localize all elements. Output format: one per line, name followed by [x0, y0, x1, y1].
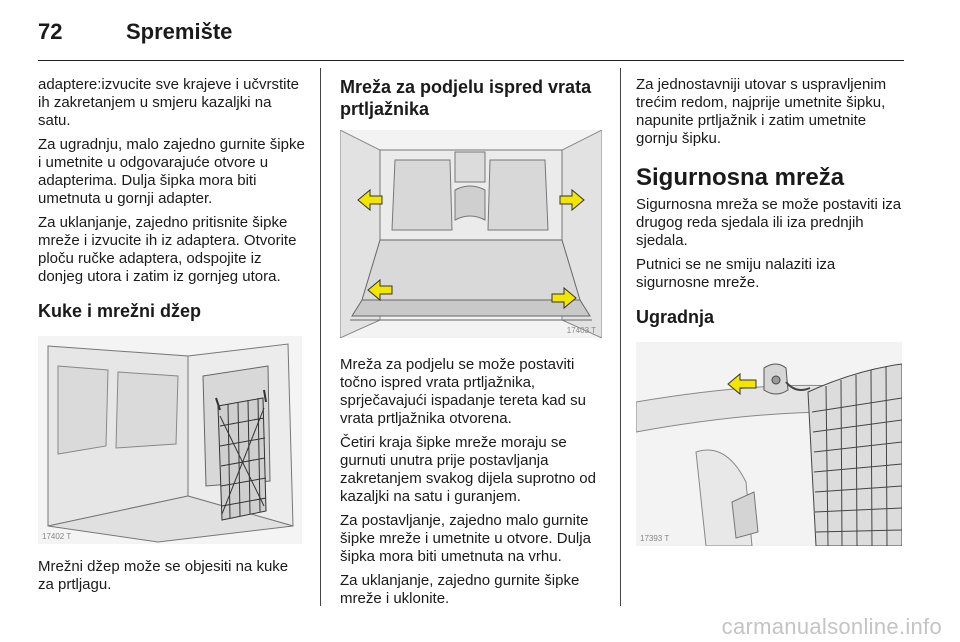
paragraph: Četiri kraja šipke mreže moraju se gurnuti unutra prije postavljanja zakretanjem svakog dijela suprotno od kazaljki na satu i guranjem.	[340, 434, 596, 505]
figure-partition-net	[340, 130, 602, 338]
page-header	[38, 16, 904, 52]
paragraph: Putnici se ne smiju nalaziti iza sigurnosne mreže.	[636, 256, 836, 291]
column-1	[38, 76, 306, 600]
section-heading-partition-net: Mreža za podjelu ispred vrata prtljažnika	[340, 77, 592, 119]
paragraph: Mreža za podjelu se može postaviti točno ispred vrata prtljažnika, sprječavajući ispadanje tereta kad su vrata prtljažnika otvorena.	[340, 356, 586, 427]
figure-code: 17403 T	[566, 326, 596, 335]
section-heading-hooks: Kuke i mrežni džep	[38, 301, 202, 321]
figure-code: 17402 T	[42, 532, 72, 541]
paragraph: Za jednostavniji utovar s uspravljenim trećim redom, najprije umetnite šipku, napunite prtljažnik i zatim umetnite gornju šipku.	[636, 76, 887, 147]
column-divider-right	[620, 68, 621, 606]
safety-net-illustration	[636, 342, 902, 546]
page-title: Spremište	[126, 19, 233, 44]
section-heading-safety-net: Sigurnosna mreža	[636, 164, 845, 191]
column-3	[636, 76, 904, 546]
watermark: carmanualsonline.info	[721, 614, 942, 639]
section-heading-installation: Ugradnja	[636, 307, 715, 327]
paragraph: Za uklanjanje, zajedno gurnite šipke mreže i uklonite.	[340, 572, 580, 607]
paragraph: Za uklanjanje, zajedno pritisnite šipke mreže i izvucite ih iz adaptera. Otvorite ploču ručke adaptera, odspojite iz donjeg utora i zatim iz gornjeg utora.	[38, 214, 297, 285]
header-divider	[38, 60, 904, 61]
figure-safety-net-installation	[636, 342, 902, 546]
paragraph: Sigurnosna mreža se može postaviti iza drugog reda sjedala ili iza prednjih sjedala.	[636, 196, 902, 249]
cargo-net-illustration	[38, 336, 302, 544]
page-number: 72	[38, 19, 63, 44]
paragraph: adaptere:izvucite sve krajeve i učvrstite ih zakretanjem u smjeru kazaljki na satu.	[38, 76, 299, 129]
figure-cargo-net-pocket	[38, 336, 302, 544]
paragraph: Za postavljanje, zajedno malo gurnite šipke mreže i umetnite u otvore. Dulja šipka mora biti umetnuta na vrhu.	[340, 512, 591, 565]
figure-caption: Mrežni džep može se objesiti na kuke za prtljagu.	[38, 558, 289, 593]
figure-code: 17393 T	[640, 534, 670, 543]
paragraph: Za ugradnju, malo zajedno gurnite šipke i umetnite u odgovarajuće otvore u adapterima. Dulja šipka mora biti umetnuta u gornji adapter.	[38, 136, 305, 207]
column-2	[340, 76, 608, 614]
column-divider-left	[320, 68, 321, 606]
partition-net-illustration	[340, 130, 602, 338]
